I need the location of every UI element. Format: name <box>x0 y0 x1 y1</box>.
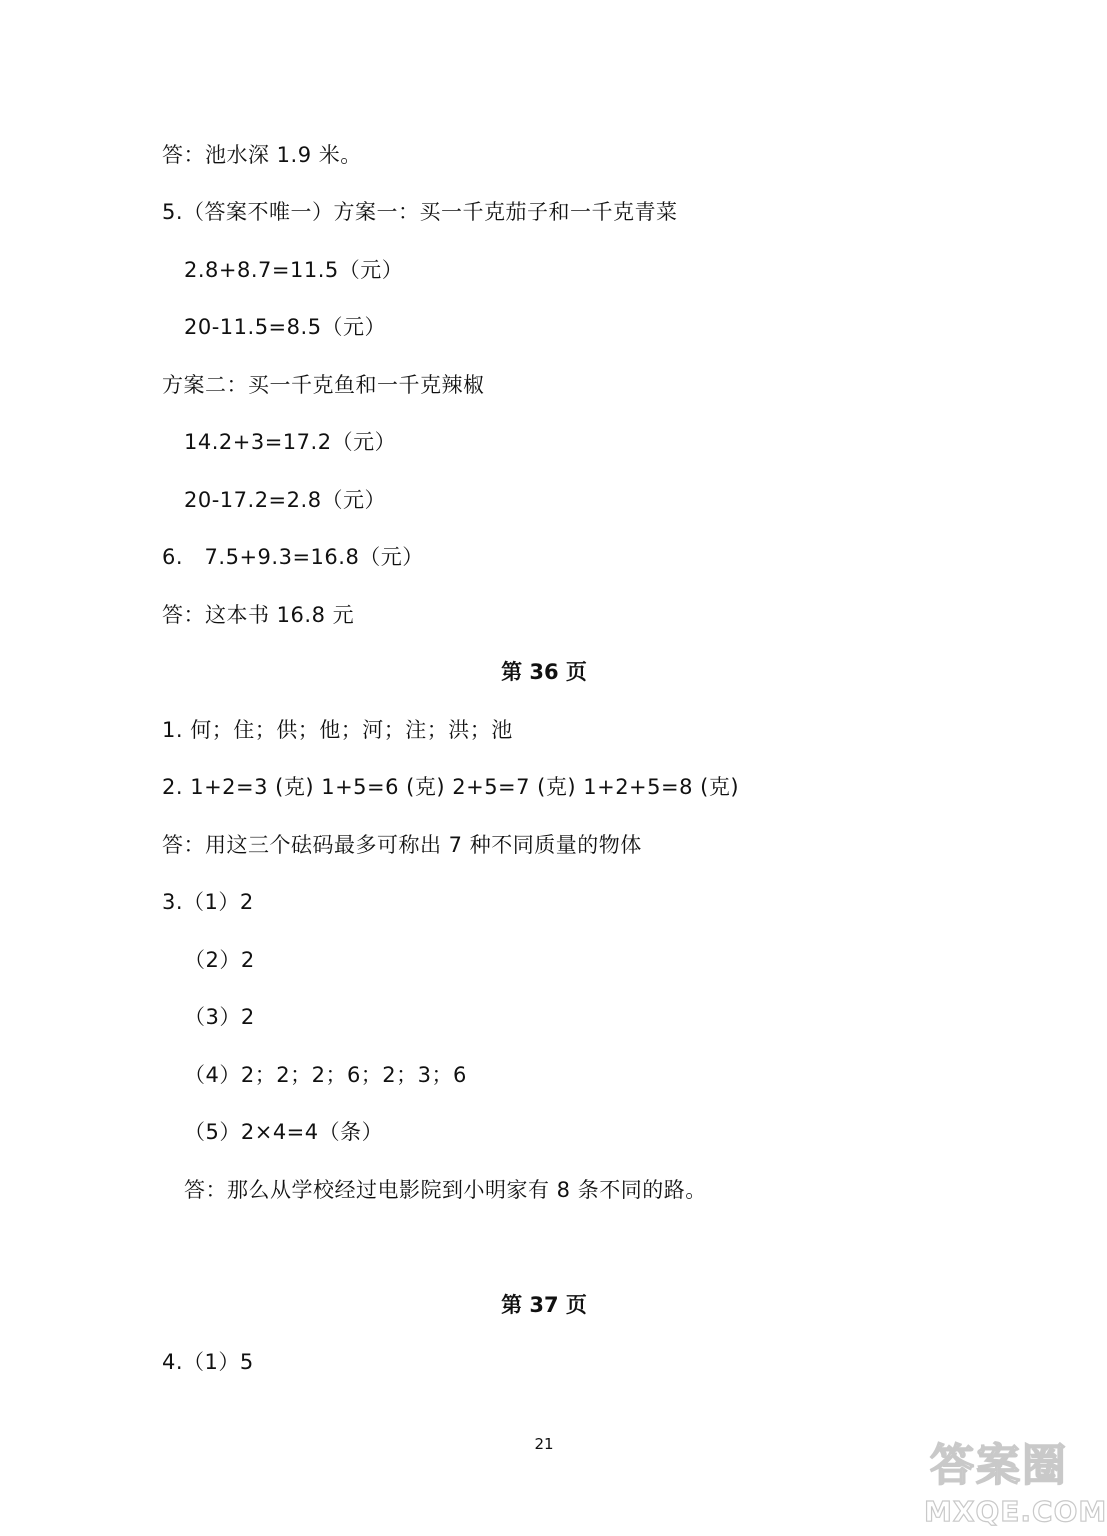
p37-q4-1: 4.（1）5 <box>162 1350 254 1374</box>
page-37-heading: 第 37 页 <box>501 1293 587 1317</box>
p36-q2-answer: 答：用这三个砝码最多可称出 7 种不同质量的物体 <box>162 833 642 857</box>
p36-q2: 2. 1+2=3 (克) 1+5=6 (克) 2+5=7 (克) 1+2+5=8 (克) <box>162 775 740 799</box>
plan-2-label: 方案二：买一千克鱼和一千克辣椒 <box>162 373 485 397</box>
plan1-calc-1: 2.8+8.7=11.5（元） <box>184 258 404 282</box>
page-36-heading: 第 36 页 <box>501 660 587 684</box>
plan2-calc-1: 14.2+3=17.2（元） <box>184 430 397 454</box>
answer-pool-depth: 答：池水深 1.9 米。 <box>162 143 362 167</box>
watermark-url: MXQE.COM <box>924 1495 1107 1528</box>
question-6-calc: 6. 7.5+9.3=16.8（元） <box>162 545 424 569</box>
p36-q3-4: （4）2；2；2；6；2；3；6 <box>184 1063 467 1087</box>
p36-q1: 1. 何；住；供；他；河；注；洪；池 <box>162 718 513 742</box>
p36-q3-5: （5）2×4=4（条） <box>184 1120 384 1144</box>
question-5-plans: 5.（答案不唯一）方案一：买一千克茄子和一千克青菜 <box>162 200 678 224</box>
p36-q3-answer: 答：那么从学校经过电影院到小明家有 8 条不同的路。 <box>184 1178 707 1202</box>
watermark-text: 答案圈 <box>930 1440 1068 1491</box>
answer-book-price: 答：这本书 16.8 元 <box>162 603 355 627</box>
p36-q3-3: （3）2 <box>184 1005 255 1029</box>
p36-q3-2: （2）2 <box>184 948 255 972</box>
watermark-logo <box>922 1440 1107 1532</box>
plan1-calc-2: 20-11.5=8.5（元） <box>184 315 387 339</box>
p36-q3-1: 3.（1）2 <box>162 890 254 914</box>
plan2-calc-2: 20-17.2=2.8（元） <box>184 488 387 512</box>
page-number: 21 <box>534 1435 554 1453</box>
